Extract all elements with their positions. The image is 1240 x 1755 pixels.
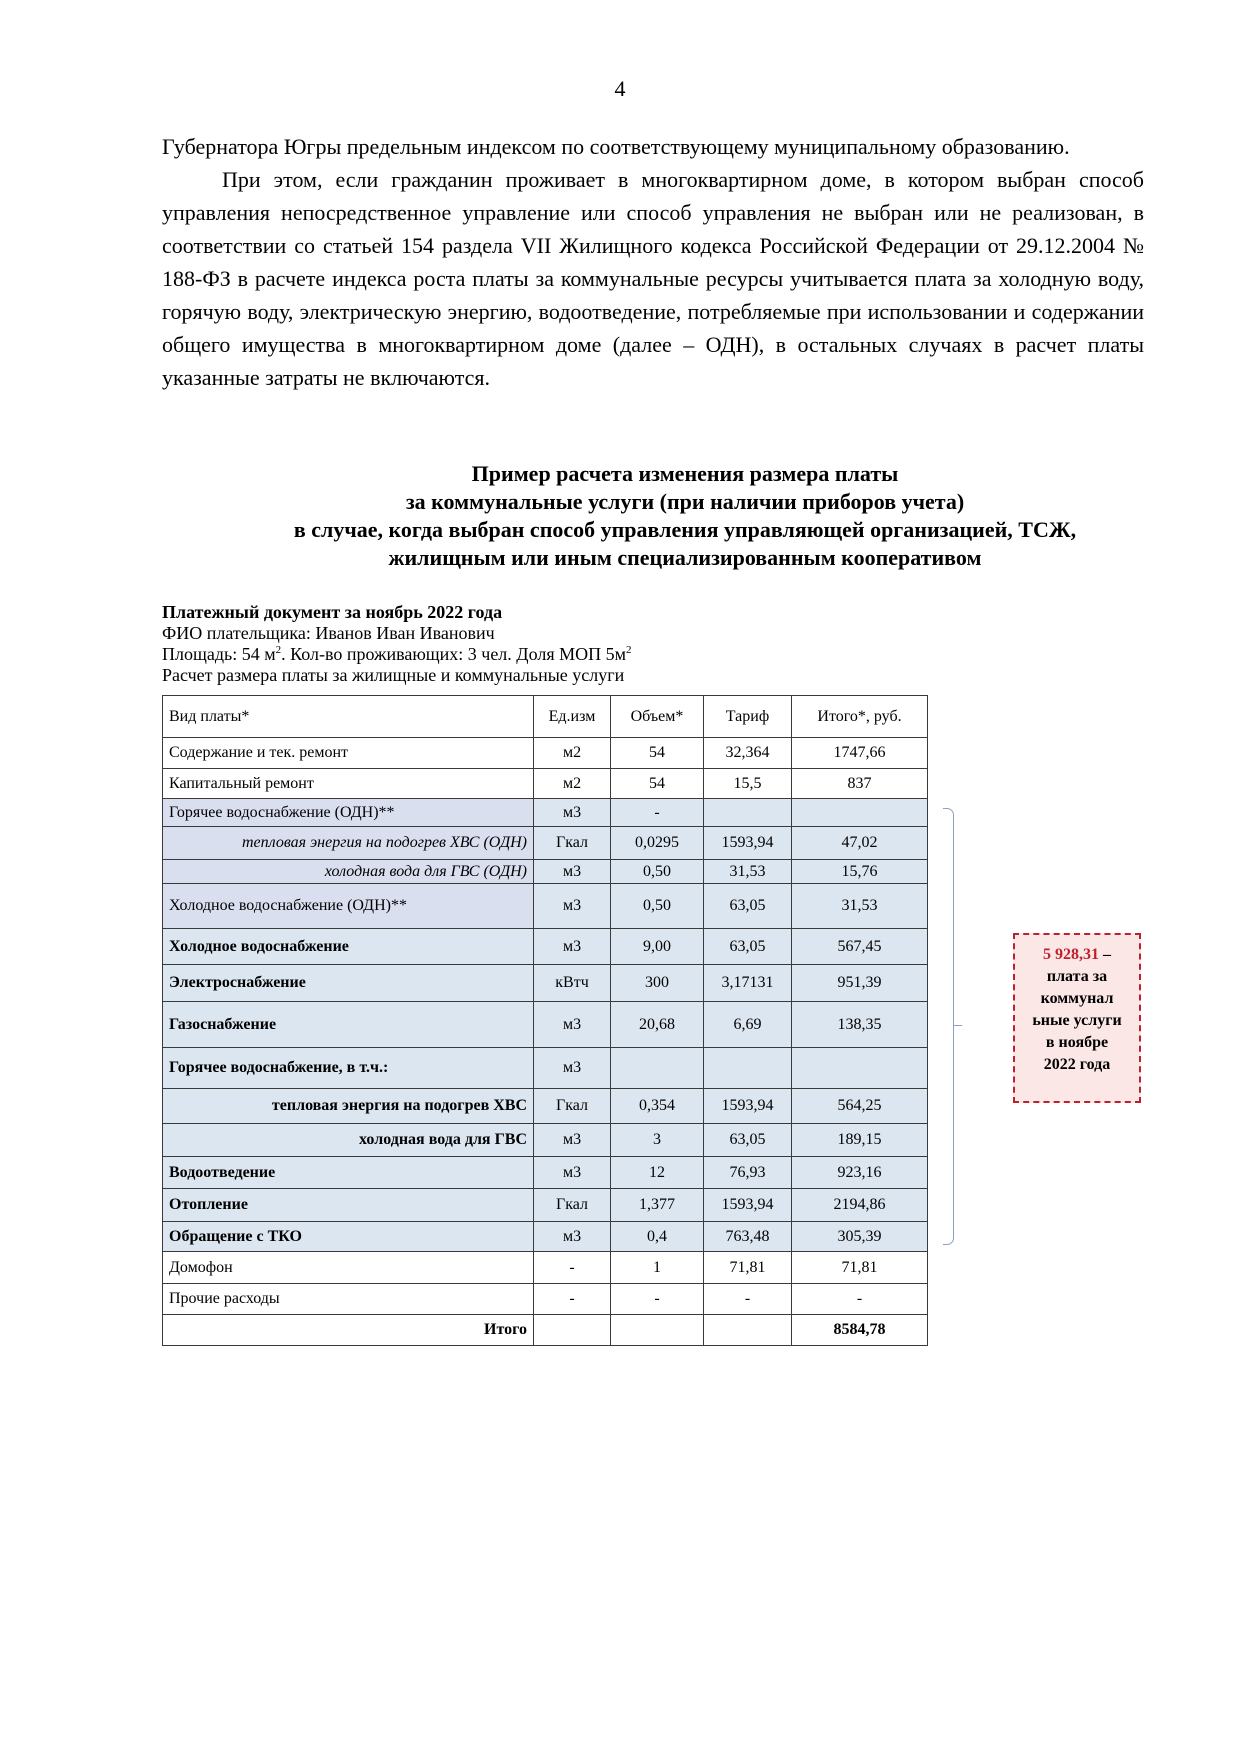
table-row: Прочие расходы - - - - [163,1284,928,1315]
calculation-title: Расчет размера платы за жилищные и коммунальные услуги [162,665,625,685]
callout-line: ьные услуги [1032,1012,1122,1029]
heading-line-4: жилищным или иным специализированным кооперативом [388,545,982,570]
heading-line-2: за коммунальные услуги (при наличии приборов учета) [405,489,965,514]
section-heading [200,460,1170,572]
table-row: холодная вода для ГВС (ОДН) м3 0,50 31,53 15,76 [163,860,928,884]
utilities-bracket [943,808,954,1245]
utilities-total-callout: 5 928,31 – плата за коммунал ьные услуги в ноябре 2022 года [1013,933,1141,1103]
callout-line: в ноябре [1045,1034,1109,1051]
table-row: тепловая энергия на подогрев ХВС Гкал 0,354 1593,94 564,25 [163,1089,928,1124]
table-row: Капитальный ремонт м2 54 15,5 837 [163,769,928,799]
header-total: Итого*, руб. [792,696,928,738]
table-row: Холодное водоснабжение (ОДН)** м3 0,50 63,05 31,53 [163,884,928,929]
callout-line: коммунал [1040,990,1114,1007]
paragraph-1: Губернатора Югры предельным индексом по соответствующему муниципальному образованию. [162,134,1070,159]
table-total-row: Итого 8584,78 [163,1315,928,1346]
table-row: Отопление Гкал 1,377 1593,94 2194,86 [163,1189,928,1222]
table-row: Горячее водоснабжение, в т.ч.: м3 [163,1048,928,1089]
callout-line: 2022 года [1043,1056,1111,1073]
heading-line-1: Пример расчета изменения размера платы [471,461,899,486]
payer-name: ФИО плательщика: Иванов Иван Иванович [162,623,495,643]
payment-table [162,695,928,1346]
header-volume: Объем* [611,696,704,738]
payment-document-info [162,602,632,686]
body-text [162,130,1144,394]
callout-amount: 5 928,31 [1043,946,1099,963]
page-number: 4 [614,76,626,101]
table-header-row [163,696,928,738]
table-row: Горячее водоснабжение (ОДН)** м3 - [163,799,928,827]
table-row: Газоснабжение м3 20,68 6,69 138,35 [163,1002,928,1048]
table-row: холодная вода для ГВС м3 3 63,05 189,15 [163,1124,928,1157]
callout-line: плата за [1046,968,1108,985]
table-row: Холодное водоснабжение м3 9,00 63,05 567,45 [163,929,928,965]
table-row: Содержание и тек. ремонт м2 54 32,364 1747,66 [163,738,928,769]
heading-line-3: в случае, когда выбран способ управления управляющей организацией, ТСЖ, [293,517,1077,542]
table-row: Обращение с ТКО м3 0,4 763,48 305,39 [163,1222,928,1252]
utilities-bracket-tick [954,1025,962,1026]
grand-total: 8584,78 [792,1315,928,1346]
table-row: Электроснабжение кВтч 300 3,17131 951,39 [163,965,928,1002]
table-row: Водоотведение м3 12 76,93 923,16 [163,1157,928,1189]
area-info: Площадь: 54 $м^2$. Кол-во проживающих: 3 чел. Доля МОП $5м^2$ [162,644,632,664]
table-row: тепловая энергия на подогрев ХВС (ОДН) Гкал 0,0295 1593,94 47,02 [163,827,928,860]
paragraph-2: При этом, если гражданин проживает в многоквартирном доме, в котором выбран способ управления непосредственное управление или способ управления не выбран или не реализован, в соответствии со статьей 154 раздела VII Жилищного кодекса Российской Федерации от 29.12.2004 № 188-ФЗ в расчете индекса роста платы за коммунальные ресурсы учитывается плата за холодную воду, горячую воду, электрическую энергию, водоотведение, потребляемые при использовании и содержании общего имущества в многоквартирном доме (далее – ОДН), в остальных случаях в расчет платы указанные затраты не включаются. [162,167,1144,390]
table-row: Домофон - 1 71,81 71,81 [163,1252,928,1284]
header-type: Вид платы* [163,696,534,738]
document-title: Платежный документ за ноябрь 2022 года [162,602,503,622]
header-unit: Ед.изм [534,696,611,738]
header-tariff: Тариф [704,696,792,738]
